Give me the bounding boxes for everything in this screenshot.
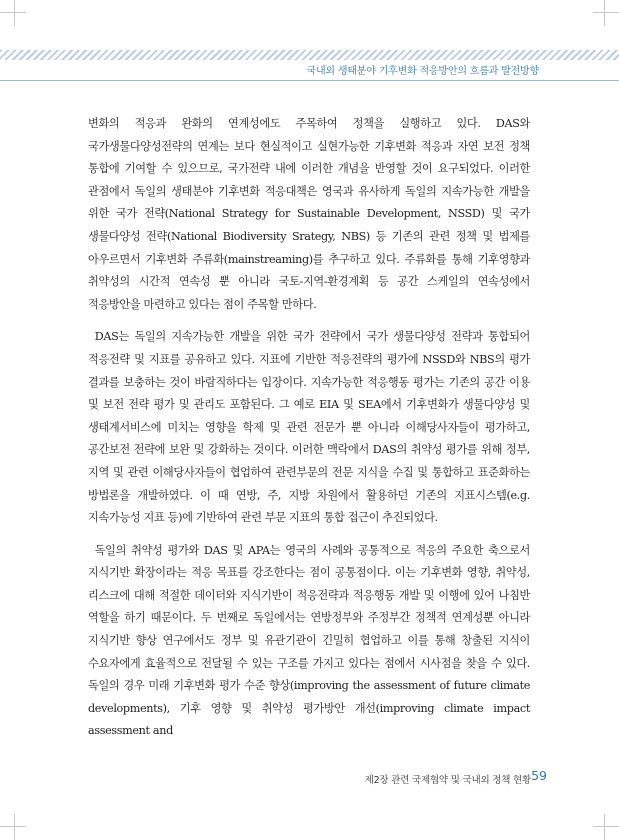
crop-mark-bottom-left-v <box>14 814 15 840</box>
crop-mark-top-left-v <box>14 0 15 26</box>
body-text <box>88 113 530 753</box>
crop-mark-top-right-v <box>604 0 605 26</box>
running-header-title: 국내외 생태분야 기후변화 적응방안의 흐름과 발전방향 <box>306 66 539 77</box>
paragraph-3: 독일의 취약성 평가와 DAS 및 APA는 영국의 사례와 공통적으로 적응의 주요한 축으로서 지식기반 확장이라는 적응 목표를 강조한다는 점이 공통점이다. 이는 기후변화 영향, 취약성, 리스크에 대해 적절한 데이터와 지식기반이 적응전략과 적응행동 개발 및 이행에 있어 나침반 역할을 하기 때문이다. 두 번째로 독일에서는 연방정부와 주정부간 정책적 연계성뿐 아니라 지식기반 향상 연구에서도 정부 및 유관기관이 긴밀히 협업하고 이를 통해 창출된 지식이 수요자에게 효율적으로 전달될 수 있는 구조를 가지고 있다는 점에서 시사점을 찾을 수 있다. 독일의 경우 미래 기후변화 평가 수준 향상(improving the assessment of future climate developments), 기후 영향 및 취약성 평가방안 개선(improving climate impact assessment and <box>88 543 530 738</box>
footer-chapter-title: 제2장 관련 국제협약 및 국내외 정책 현황 <box>364 775 531 786</box>
header-rule <box>0 80 619 81</box>
page-number: 59 <box>531 768 547 783</box>
paragraph-2: DAS는 독일의 지속가능한 개발을 위한 국가 전략에서 국가 생물다양성 전략과 통합되어 적응전략 및 지표를 공유하고 있다. 지표에 기반한 적응전략의 평가에 NSSD와 NBS의 평가 결과를 보충하는 것이 바람직하다는 입장이다. 지속가능한 적응행동 평가는 기존의 공간 이용 및 보전 전략 평가 및 관리도 포함된다. 그 예로 EIA 및 SEA에서 기후변화가 생물다양성 및 생태계서비스에 미치는 영향을 학제 및 관련 전문가 뿐 아니라 이해당사자들이 평가하고, 공간보전 전략에 보완 및 강화하는 것이다. 이러한 맥락에서 DAS의 취약성 평가를 위해 정부, 지역 및 관련 이해당사자들이 협업하여 관련부문의 전문 지식을 수집 및 통합하고 표준화하는 방법론을 개발하였다. 이 때 연방, 주, 지방 차원에서 활용하던 기존의 지표시스템(e.g. 지속가능성 지표 등)에 기반하여 관련 부문 지표의 통합 접근이 추진되었다. <box>88 330 530 525</box>
crop-mark-top-left-h <box>0 12 26 13</box>
header-stripe-band <box>0 50 619 60</box>
crop-mark-bottom-left-h <box>0 826 26 827</box>
crop-mark-top-right-h <box>593 12 619 13</box>
crop-mark-bottom-right-v <box>604 814 605 840</box>
paragraph-1: 변화의 적응과 완화의 연계성에도 주목하여 정책을 실행하고 있다. DAS와 국가생물다양성전략의 연계는 보다 현실적이고 실현가능한 기후변화 적응과 자연 보전 정책 통합에 기여할 수 있으므로, 국가전략 내에 이러한 개념을 반영할 것이 요구되었다. 이러한 관점에서 독일의 생태분야 기후변화 적응대책은 영국과 유사하게 독일의 지속가능한 개발을 위한 국가 전략(National Strategy for Sustainable Development, NSSD) 및 국가 생물다양성 전략(National Biodiversity Srategy, NBS) 등 기존의 관련 정책 및 법제를 아우르면서 기후변화 주류화(mainstreaming)를 추구하고 있다. 주류화를 통해 기후영향과 취약성의 시간적 연속성 뿐 아니라 국토-지역-환경계획 등 공간 스케일의 연속성에서 적응방안을 마련하고 있다는 점이 주목할 만하다. <box>88 117 530 311</box>
crop-mark-bottom-right-h <box>593 826 619 827</box>
